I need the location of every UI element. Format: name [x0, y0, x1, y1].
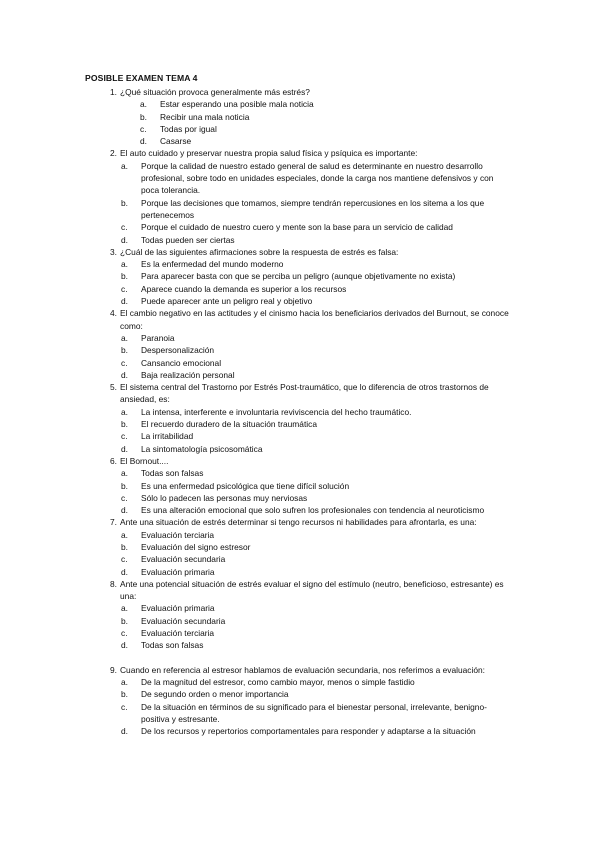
- answer-option: [0, 369, 599, 381]
- answer-option: [0, 639, 599, 651]
- answer-options: [0, 332, 599, 381]
- option-text: Evaluación primaria: [141, 566, 215, 577]
- answer-option: [0, 688, 599, 700]
- option-text: Es una enfermedad psicológica que tiene difícil solución: [141, 480, 350, 491]
- option-text: Evaluación terciaria: [141, 628, 215, 639]
- answer-options: [0, 98, 599, 147]
- question-number: 9.: [110, 664, 117, 675]
- answer-option: [0, 553, 599, 565]
- option-text: Todas pueden ser ciertas: [141, 234, 235, 245]
- answer-option: [0, 283, 599, 295]
- option-text: Todas son falsas: [141, 640, 204, 651]
- option-text: Puede aparecer ante un peligro real y objetivo: [141, 296, 313, 307]
- option-letter: a.: [121, 160, 128, 171]
- question-item: [0, 455, 599, 516]
- option-text: Evaluación secundaria: [141, 554, 226, 565]
- option-text: De la situación en términos de su significado para el bienestar personal, irrelevante, benigno-positiva y estresante.: [141, 701, 487, 724]
- option-text: Evaluación secundaria: [141, 615, 226, 626]
- option-letter: d.: [121, 296, 128, 307]
- option-text: Para aparecer basta con que se perciba un peligro (aunque objetivamente no exista): [141, 271, 456, 282]
- option-text: Evaluación del signo estresor: [141, 541, 251, 552]
- option-text: De la magnitud del estresor, como cambio mayor, menos o simple fastidio: [141, 676, 415, 687]
- question-item: [0, 246, 599, 307]
- answer-options: [0, 602, 599, 651]
- answer-option: [0, 430, 599, 442]
- option-letter: c.: [121, 283, 128, 294]
- option-text: Porque la calidad de nuestro estado general de salud es determinante en nuestro desarrollo profesional, sobre todo en unidades especiales, donde la carga nos mantiene defensivos y con poca tolerancia.: [141, 160, 494, 196]
- option-text: Porque el cuidado de nuestro cuero y mente son la base para un servicio de calidad: [141, 222, 453, 233]
- option-letter: b.: [121, 271, 128, 282]
- answer-options: [0, 160, 599, 246]
- answer-options: [0, 467, 599, 516]
- option-text: La irritabilidad: [141, 431, 194, 442]
- question-stem: [0, 578, 512, 603]
- answer-option: [0, 615, 599, 627]
- option-text: De segundo orden o menor importancia: [141, 689, 289, 700]
- option-text: Casarse: [160, 136, 192, 147]
- answer-option: [0, 332, 599, 344]
- question-stem: [0, 147, 512, 159]
- option-letter: c.: [121, 431, 128, 442]
- option-letter: d.: [140, 136, 147, 147]
- question-text: El Bornout....: [120, 455, 169, 466]
- question-number: 1.: [110, 87, 117, 97]
- option-text: Evaluación primaria: [141, 603, 215, 614]
- answer-option: [0, 492, 599, 504]
- option-letter: c.: [121, 492, 128, 503]
- option-letter: d.: [121, 443, 128, 454]
- question-number: 7.: [110, 517, 117, 528]
- answer-option: [0, 467, 599, 479]
- option-text: Todas por igual: [160, 123, 217, 134]
- question-number: 4.: [110, 308, 117, 319]
- question-item: [0, 147, 599, 245]
- option-text: La intensa, interferente e involuntaria reviviscencia del hecho traumático.: [141, 406, 412, 417]
- option-letter: d.: [121, 726, 128, 737]
- answer-option: [0, 480, 599, 492]
- question-item: [0, 86, 599, 147]
- question-stem: [0, 516, 512, 528]
- option-letter: c.: [121, 222, 128, 233]
- option-text: Sólo lo padecen las personas muy nerviosas: [141, 492, 308, 503]
- option-letter: d.: [121, 566, 128, 577]
- option-letter: c.: [140, 123, 147, 134]
- option-letter: b.: [121, 419, 128, 430]
- option-letter: a.: [121, 603, 128, 614]
- answer-option: [0, 98, 599, 110]
- answer-option: [0, 357, 599, 369]
- option-letter: d.: [121, 505, 128, 516]
- question-stem: [0, 381, 512, 406]
- answer-option: [0, 701, 599, 726]
- question-stem: [0, 246, 512, 258]
- answer-option: [0, 627, 599, 639]
- question-stem: [0, 455, 512, 467]
- answer-option: [0, 504, 599, 516]
- option-text: Paranoia: [141, 332, 175, 343]
- option-letter: b.: [121, 689, 128, 700]
- option-text: Aparece cuando la demanda es superior a los recursos: [141, 283, 347, 294]
- question-item: [0, 578, 599, 652]
- option-letter: b.: [121, 197, 128, 208]
- question-text: ¿Cuál de las siguientes afirmaciones sobre la respuesta de estrés es falsa:: [120, 246, 399, 257]
- option-text: El recuerdo duradero de la situación traumática: [141, 419, 317, 430]
- question-item: [0, 307, 599, 381]
- answer-option: [0, 676, 599, 688]
- answer-option: [0, 197, 599, 222]
- option-letter: d.: [121, 369, 128, 380]
- answer-option: [0, 443, 599, 455]
- question-number: 3.: [110, 246, 117, 257]
- option-text: Baja realización personal: [141, 369, 235, 380]
- option-letter: a.: [121, 332, 128, 343]
- answer-option: [0, 135, 599, 147]
- option-letter: b.: [140, 111, 147, 122]
- question-number: 2.: [110, 148, 117, 159]
- answer-option: [0, 221, 599, 233]
- option-text: Es una alteración emocional que solo sufren los profesionales con tendencia al neuroticismo: [141, 505, 485, 516]
- question-stem: [0, 86, 512, 98]
- answer-option: [0, 270, 599, 282]
- answer-options: [0, 529, 599, 578]
- option-letter: c.: [121, 701, 128, 712]
- option-text: De los recursos y repertorios comportamentales para responder y adaptarse a la situación: [141, 726, 476, 737]
- option-letter: d.: [121, 640, 128, 651]
- answer-option: [0, 258, 599, 270]
- option-text: Cansancio emocional: [141, 357, 222, 368]
- option-letter: c.: [121, 628, 128, 639]
- option-letter: b.: [121, 480, 128, 491]
- question-item: [0, 381, 599, 455]
- option-letter: a.: [121, 406, 128, 417]
- question-item: [0, 664, 599, 738]
- answer-option: [0, 602, 599, 614]
- option-letter: a.: [121, 529, 128, 540]
- option-letter: b.: [121, 345, 128, 356]
- question-text: Cuando en referencia al estresor hablamos de evaluación secundaria, nos referimos a evaluación:: [120, 664, 485, 675]
- option-letter: d.: [121, 234, 128, 245]
- answer-option: [0, 295, 599, 307]
- option-letter: a.: [121, 676, 128, 687]
- option-text: Es la enfermedad del mundo moderno: [141, 259, 284, 270]
- question-number: 5.: [110, 382, 117, 393]
- answer-option: [0, 566, 599, 578]
- answer-option: [0, 529, 599, 541]
- option-letter: a.: [140, 99, 147, 110]
- question-number: 8.: [110, 578, 117, 589]
- question-text: El cambio negativo en las actitudes y el cinismo hacia los beneficiarios derivados del Burnout, se conoce como:: [120, 308, 509, 331]
- answer-option: [0, 160, 599, 197]
- question-text: Ante una situación de estrés determinar si tengo recursos ni habilidades para afrontarla, es una:: [120, 517, 477, 528]
- question-text: El sistema central del Trastorno por Estrés Post-traumático, que lo diferencia de otros trastornos de ansiedad, es:: [120, 382, 489, 405]
- spacer: [0, 652, 599, 664]
- answer-options: [0, 676, 599, 737]
- answer-option: [0, 541, 599, 553]
- option-letter: b.: [121, 541, 128, 552]
- answer-option: [0, 234, 599, 246]
- option-letter: c.: [121, 357, 128, 368]
- option-text: Porque las decisiones que tomamos, siempre tendrán repercusiones en los sitema a los que pertenecemos: [141, 197, 485, 220]
- option-letter: c.: [121, 554, 128, 565]
- answer-option: [0, 725, 599, 737]
- option-text: Despersonalización: [141, 345, 215, 356]
- question-text: Ante una potencial situación de estrés evaluar el signo del estímulo (neutro, beneficioso, estresante) es una:: [120, 578, 504, 602]
- answer-options: [0, 406, 599, 455]
- option-text: La sintomatología psicosomática: [141, 443, 263, 454]
- question-item: [0, 516, 599, 577]
- question-list: [0, 86, 599, 737]
- answer-option: [0, 344, 599, 356]
- option-text: Todas son falsas: [141, 468, 204, 479]
- answer-option: [0, 123, 599, 135]
- option-text: Evaluación terciaria: [141, 529, 215, 540]
- question-text: El auto cuidado y preservar nuestra propia salud física y psíquica es importante:: [120, 148, 418, 159]
- question-stem: [0, 664, 512, 676]
- answer-options: [0, 258, 599, 307]
- answer-option: [0, 418, 599, 430]
- question-text: ¿Qué situación provoca generalmente más estrés?: [120, 87, 310, 97]
- page-title: POSIBLE EXAMEN TEMA 4: [85, 73, 198, 83]
- answer-option: [0, 406, 599, 418]
- answer-option: [0, 111, 599, 123]
- option-letter: a.: [121, 468, 128, 479]
- option-text: Estar esperando una posible mala noticia: [160, 99, 314, 110]
- option-text: Recibir una mala noticia: [160, 111, 250, 122]
- option-letter: a.: [121, 259, 128, 270]
- question-number: 6.: [110, 455, 117, 466]
- option-letter: b.: [121, 615, 128, 626]
- question-stem: [0, 307, 512, 332]
